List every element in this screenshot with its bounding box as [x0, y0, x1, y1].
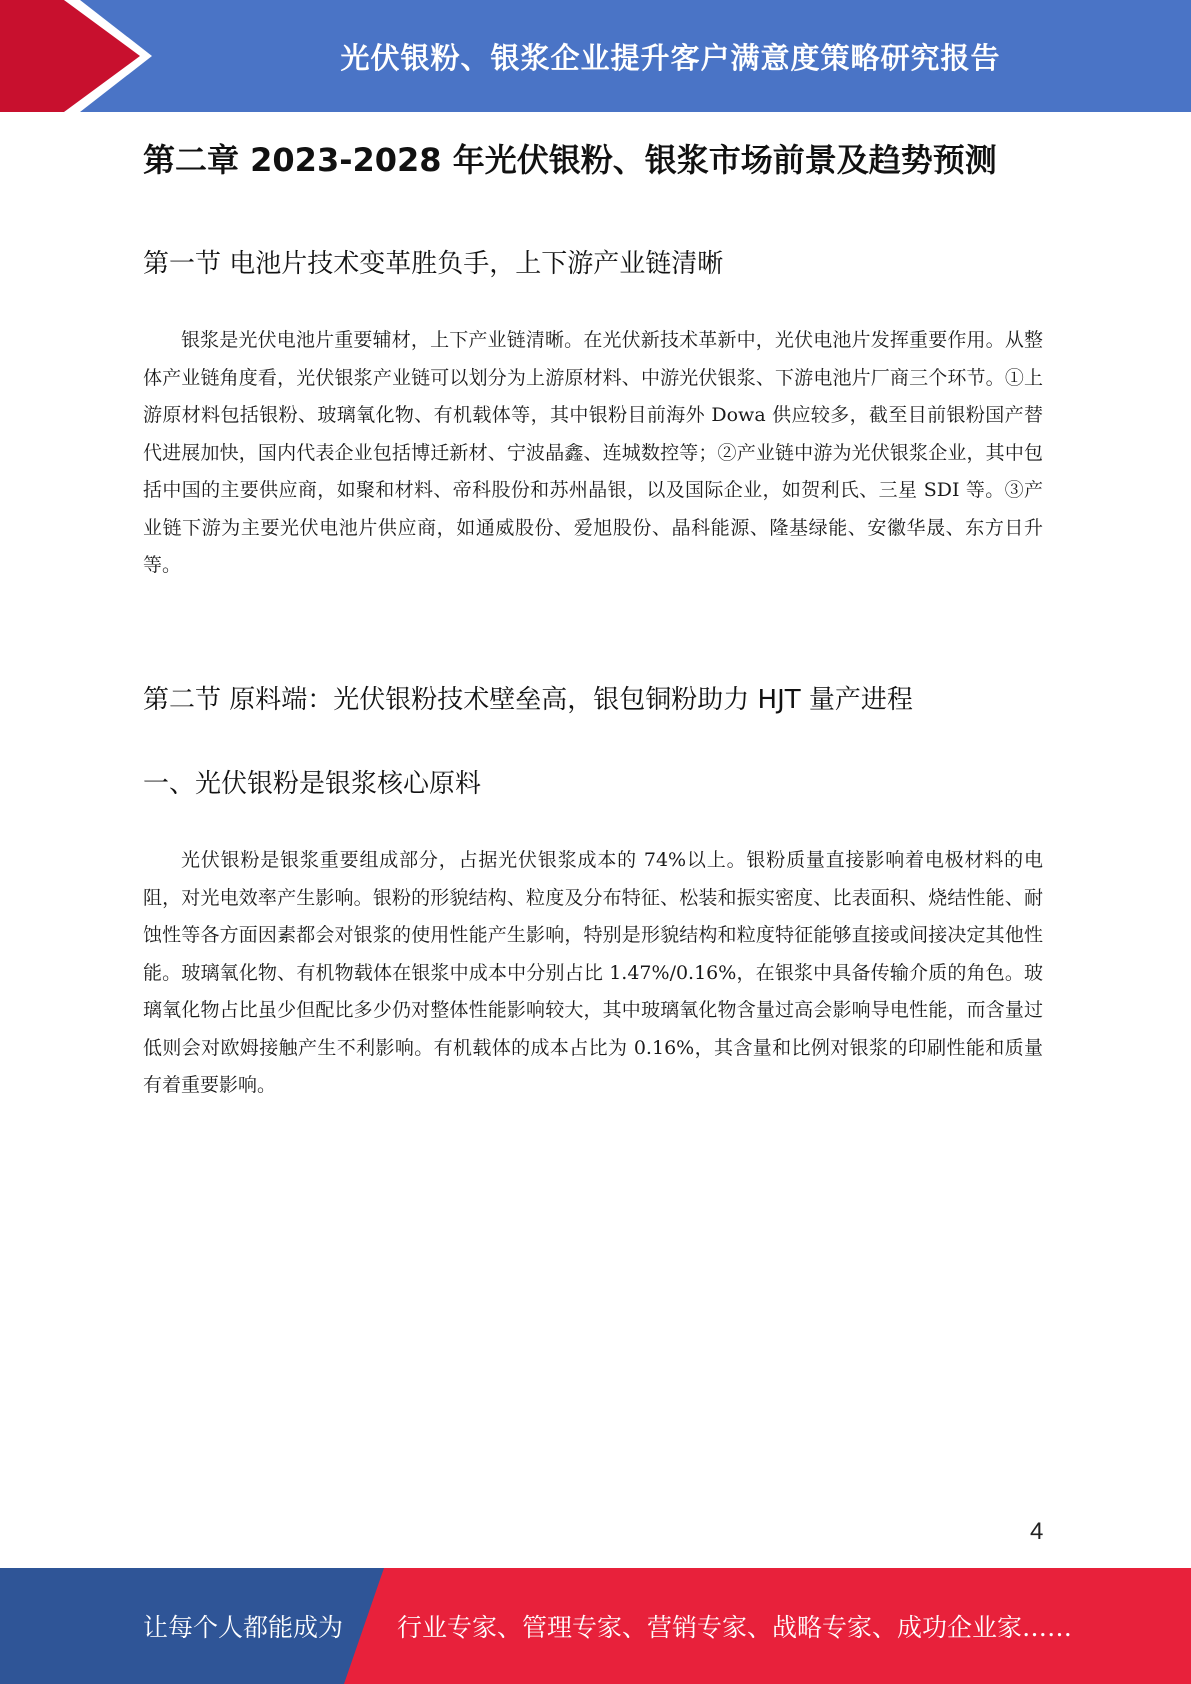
header-band	[0, 0, 1191, 112]
section-2-paragraph: 光伏银粉是银浆重要组成部分，占据光伏银浆成本的 74%以上。银粉质量直接影响着电极材料的电阻，对光电效率产生影响。银粉的形貌结构、粒度及分布特征、松装和振实密度、比表面积、烧结性能、耐蚀性等各方面因素都会对银浆的使用性能产生影响，特别是形貌结构和粒度特征能够直接或间接决定其他性能。玻璃氧化物、有机物载体在银浆中成本中分别占比 1.47%/0.16%，在银浆中具备传输介质的角色。玻璃氧化物占比虽少但配比多少仍对整体性能影响较大，其中玻璃氧化物含量过高会影响导电性能，而含量过低则会对欧姆接触产生不利影响。有机载体的成本占比为 0.16%，其含量和比例对银浆的印刷性能和质量有着重要影响。	[143, 849, 1043, 1096]
footer-slogan-right: 行业专家、管理专家、营销专家、战略专家、成功企业家……	[397, 1613, 1073, 1642]
section-1-title: 第一节 电池片技术变革胜负手，上下游产业链清晰	[143, 249, 724, 279]
footer-slogan-left: 让每个人都能成为	[143, 1613, 344, 1642]
section-1-paragraph: 银浆是光伏电池片重要辅材，上下产业链清晰。在光伏新技术革新中，光伏电池片发挥重要作用。从整体产业链角度看，光伏银浆产业链可以划分为上游原材料、中游光伏银浆、下游电池片厂商三个环节。①上游原材料包括银粉、玻璃氧化物、有机载体等，其中银粉目前海外 Dowa 供应较多，截至目前银粉国产替代进展加快，国内代表企业包括博迁新材、宁波晶鑫、连城数控等；②产业链中游为光伏银浆企业，其中包括中国的主要供应商，如聚和材料、帝科股份和苏州晶银，以及国际企业，如贺利氏、三星 SDI 等。③产业链下游为主要光伏电池片供应商，如通威股份、爱旭股份、晶科能源、隆基绿能、安徽华晟、东方日升等。	[143, 329, 1043, 576]
chevron-arrow-icon	[0, 0, 160, 112]
chapter-title: 第二章 2023-2028 年光伏银粉、银浆市场前景及趋势预测	[143, 141, 997, 179]
subsection-title: 一、光伏银粉是银浆核心原料	[143, 769, 482, 799]
section-2-title: 第二节 原料端：光伏银粉技术壁垒高，银包铜粉助力 HJT 量产进程	[143, 685, 913, 715]
report-title: 光伏银粉、银浆企业提升客户满意度策略研究报告	[340, 40, 1001, 75]
footer-band	[0, 1568, 1191, 1684]
page-number: 4	[1030, 1518, 1044, 1545]
